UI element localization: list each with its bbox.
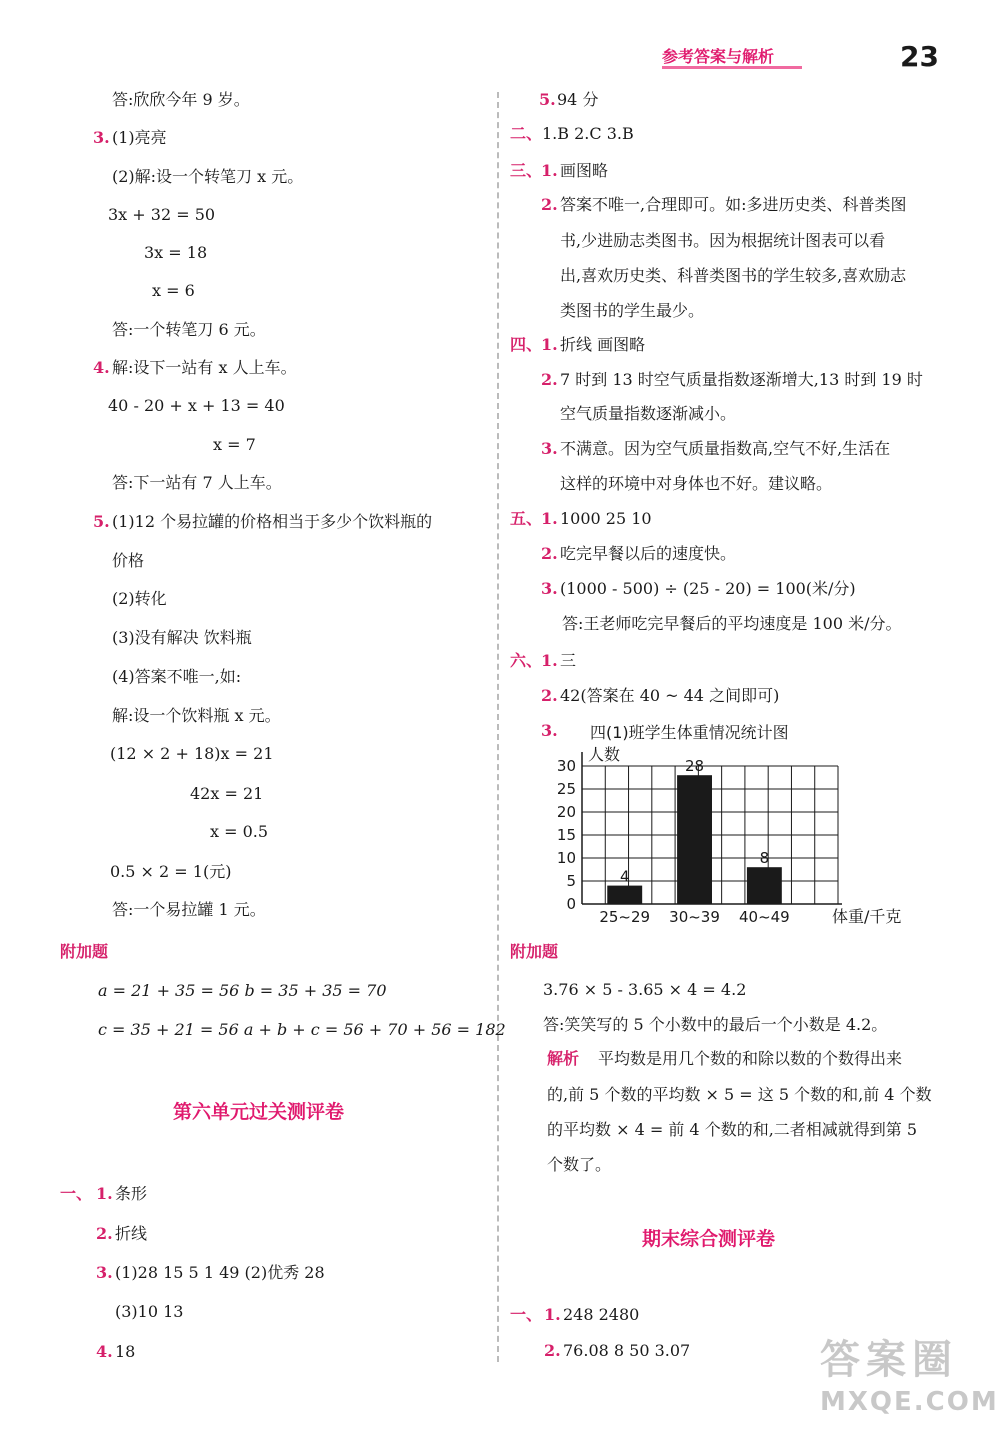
answer-line: 书,少进励志类图书。因为根据统计图表可以看 (560, 231, 886, 250)
answer-line: 1.B 2.C 3.B (542, 124, 634, 143)
question-number: 2. (544, 1341, 561, 1360)
section-label: 一、 (60, 1184, 93, 1203)
question-number: 1. (541, 651, 558, 670)
answer-line: (4)答案不唯一,如: (112, 667, 242, 686)
y-tick-label: 25 (556, 780, 576, 798)
x-tick-label: 25~29 (599, 908, 651, 926)
answer-line: 答:一个转笔刀 6 元。 (112, 320, 266, 339)
header-underline (662, 66, 802, 69)
final-exam-title: 期末综合测评卷 (642, 1228, 776, 1250)
answer-line: (1000 - 500) ÷ (25 - 20) = 100(米/分) (560, 579, 856, 598)
question-number: 3. (93, 128, 110, 147)
question-number: 5. (539, 90, 556, 109)
answer-line: (2)解:设一个转笔刀 x 元。 (112, 167, 304, 186)
analysis-line: 平均数是用几个数的和除以数的个数得出来 (598, 1049, 903, 1068)
equation-line: 0.5 × 2 = 1(元) (110, 862, 232, 881)
question-number: 3. (541, 439, 558, 458)
equation-line: 3x = 18 (144, 243, 208, 262)
answer-line: (2)转化 (112, 589, 167, 608)
answer-line: 解:设一个饮料瓶 x 元。 (112, 706, 281, 725)
question-number: 2. (541, 544, 558, 563)
y-tick-label: 20 (556, 803, 576, 821)
question-number: 1. (541, 335, 558, 354)
answer-line: 折线 画图略 (560, 335, 646, 354)
watermark-top: 答案圈 (820, 1337, 958, 1383)
question-number: 1. (541, 161, 558, 180)
question-number: 4. (96, 1342, 113, 1361)
equation-line: 3x + 32 = 50 (108, 205, 216, 224)
equation-line: a = 21 + 35 = 56 b = 35 + 35 = 70 (98, 981, 387, 1000)
equation-line: (12 × 2 + 18)x = 21 (110, 744, 274, 763)
x-tick-label: 40~49 (738, 908, 790, 926)
answer-line: 答:笑笑写的 5 个小数中的最后一个小数是 4.2。 (543, 1015, 888, 1034)
answer-line: 折线 (115, 1224, 148, 1243)
answer-line: 18 (115, 1342, 136, 1361)
answer-line: (1)亮亮 (112, 128, 167, 147)
analysis-label: 解析 (547, 1049, 580, 1068)
equation-line: 3.76 × 5 - 3.65 × 4 = 4.2 (543, 980, 747, 999)
question-number: 3. (96, 1263, 113, 1282)
watermark-bottom: MXQE.COM (820, 1387, 999, 1417)
answer-line: 条形 (115, 1184, 148, 1203)
equation-line: c = 35 + 21 = 56 a + b + c = 56 + 70 + 56 = 182 (98, 1020, 506, 1039)
bar-value-label: 8 (759, 849, 770, 868)
extra-title: 附加题 (510, 942, 559, 961)
y-tick-label: 10 (556, 849, 576, 867)
section-label: 五、 (510, 509, 543, 528)
question-number: 2. (541, 195, 558, 214)
equation-line: x = 6 (152, 281, 195, 300)
question-number: 5. (93, 512, 110, 531)
answer-line: 价格 (112, 551, 145, 570)
question-number: 2. (541, 370, 558, 389)
y-tick-label: 30 (556, 757, 576, 775)
answer-line: 答:王老师吃完早餐后的平均速度是 100 米/分。 (562, 614, 902, 633)
answer-line: 42(答案在 40 ~ 44 之间即可) (560, 686, 780, 705)
section-label: 四、 (510, 335, 543, 354)
question-number: 1. (96, 1184, 113, 1203)
answer-line: 答:下一站有 7 人上车。 (112, 473, 282, 492)
analysis-line: 的,前 5 个数的平均数 × 5 = 这 5 个数的和,前 4 个数 (547, 1085, 932, 1104)
question-number: 2. (541, 686, 558, 705)
section-label: 一、 (510, 1305, 543, 1324)
answer-line: 不满意。因为空气质量指数高,空气不好,生活在 (560, 439, 891, 458)
chart-bar (677, 775, 712, 904)
answer-line: 248 2480 (563, 1305, 640, 1324)
watermark (820, 1328, 999, 1417)
question-number: 3. (541, 721, 558, 740)
equation-line: 40 - 20 + x + 13 = 40 (108, 396, 285, 415)
answer-line: (3)10 13 (115, 1302, 184, 1321)
answer-line: 答:欣欣今年 9 岁。 (112, 90, 250, 109)
answer-line: 三 (560, 651, 577, 670)
answer-line: 7 时到 13 时空气质量指数逐渐增大,13 时到 19 时 (560, 370, 923, 389)
answer-line: 空气质量指数逐渐减小。 (560, 404, 737, 423)
answer-line: 画图略 (560, 161, 609, 180)
question-number: 4. (93, 358, 110, 377)
question-number: 1. (544, 1305, 561, 1324)
question-number: 3. (541, 579, 558, 598)
y-tick-label: 5 (566, 872, 576, 890)
equation-line: x = 0.5 (210, 822, 269, 841)
answer-line: 答:一个易拉罐 1 元。 (112, 900, 266, 919)
x-tick-label: 30~39 (669, 908, 720, 926)
answer-line: 出,喜欢历史类、科普类图书的学生较多,喜欢励志 (560, 266, 907, 285)
y-tick-label: 0 (566, 895, 576, 913)
column-divider (497, 92, 499, 1362)
bar-value-label: 4 (619, 867, 630, 886)
question-number: 2. (96, 1224, 113, 1243)
answer-line: 76.08 8 50 3.07 (563, 1341, 691, 1360)
answer-line: 1000 25 10 (560, 509, 652, 528)
chart-title: 四(1)班学生体重情况统计图 (590, 723, 789, 742)
answer-line: 类图书的学生最少。 (560, 301, 705, 320)
answer-line: 解:设下一站有 x 人上车。 (112, 358, 297, 377)
answer-line: (3)没有解决 饮料瓶 (112, 628, 252, 647)
x-axis-label: 体重/千克 (832, 907, 902, 926)
y-axis-label: 人数 (588, 745, 621, 764)
section-label: 三、 (510, 161, 543, 180)
chart-bar (747, 867, 782, 904)
y-tick-label: 15 (556, 826, 576, 844)
analysis-line: 个数了。 (547, 1155, 612, 1174)
answer-line: 这样的环境中对身体也不好。建议略。 (560, 474, 833, 493)
answer-line: (1)12 个易拉罐的价格相当于多少个饮料瓶的 (112, 512, 433, 531)
section-label: 六、 (510, 651, 543, 670)
answer-line: 答案不唯一,合理即可。如:多进历史类、科普类图 (560, 195, 907, 214)
bar-value-label: 28 (684, 757, 705, 776)
answer-line: 94 分 (557, 90, 599, 109)
analysis-line: 的平均数 × 4 = 前 4 个数的和,二者相减就得到第 5 (547, 1120, 918, 1139)
weight-bar-chart (538, 718, 918, 932)
equation-line: x = 7 (213, 435, 256, 454)
answer-line: (1)28 15 5 1 49 (2)优秀 28 (115, 1263, 325, 1282)
answer-line: 吃完早餐以后的速度快。 (560, 544, 737, 563)
section-label: 二、 (510, 124, 543, 143)
question-number: 1. (541, 509, 558, 528)
unit6-title: 第六单元过关测评卷 (173, 1101, 345, 1123)
chart-bar (607, 886, 642, 904)
equation-line: 42x = 21 (190, 784, 264, 803)
extra-title: 附加题 (60, 942, 109, 961)
header-title: 参考答案与解析 (662, 47, 775, 66)
page-number: 23 (900, 40, 939, 73)
